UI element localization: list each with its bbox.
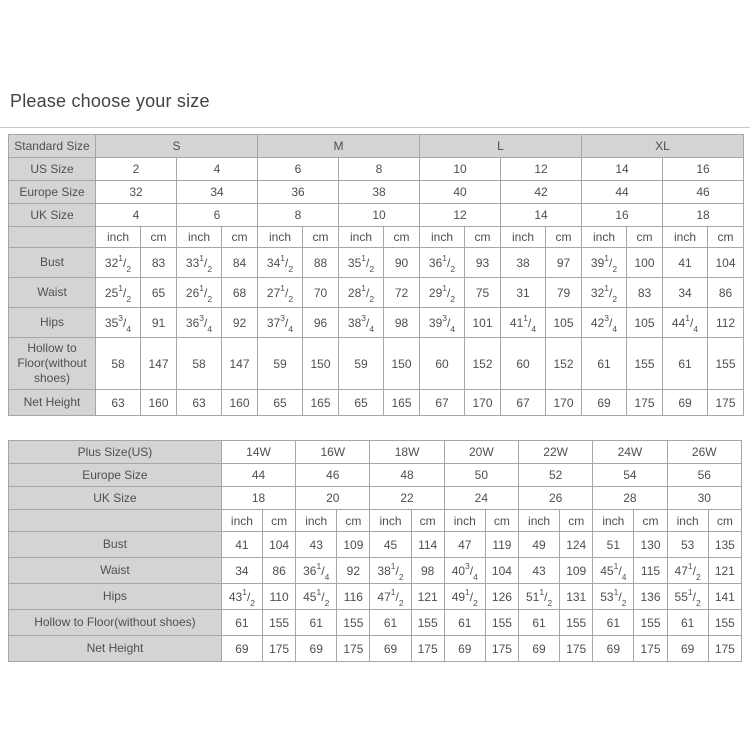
size-cell: 16 <box>582 204 663 227</box>
measurement-cell: $38^1/_2$ <box>370 558 411 584</box>
unit-cell: cm <box>708 510 741 532</box>
measurement-cell: 155 <box>560 610 593 636</box>
unit-cell: cm <box>141 227 177 248</box>
measurement-cell: 175 <box>708 636 741 662</box>
size-cell: 6 <box>177 204 258 227</box>
measurement-cell: 175 <box>634 636 667 662</box>
measurement-cell: 131 <box>560 584 593 610</box>
unit-cell: inch <box>370 510 411 532</box>
measurement-cell: 92 <box>222 308 258 338</box>
table-row <box>9 558 742 584</box>
unit-cell: cm <box>485 510 518 532</box>
measurement-cell: $39^1/_2$ <box>582 248 627 278</box>
unit-cell: cm <box>303 227 339 248</box>
measurement-cell: $38^3/_4$ <box>339 308 384 338</box>
size-cell: 54 <box>593 464 667 487</box>
measurement-cell: 147 <box>222 338 258 390</box>
measurement-cell: 155 <box>485 610 518 636</box>
size-cell: 24W <box>593 441 667 464</box>
measurement-cell: $47^1/_2$ <box>667 558 708 584</box>
size-cell: 18W <box>370 441 444 464</box>
measurement-cell: 69 <box>221 636 262 662</box>
size-cell: 8 <box>339 158 420 181</box>
unit-cell: cm <box>411 510 444 532</box>
measurement-cell: 101 <box>465 308 501 338</box>
unit-cell: inch <box>518 510 559 532</box>
row-label: Bust <box>9 532 222 558</box>
size-cell: 24 <box>444 487 518 510</box>
measurement-cell: 83 <box>141 248 177 278</box>
measurement-cell: 65 <box>258 390 303 416</box>
measurement-cell: 141 <box>708 584 741 610</box>
table-row <box>9 227 744 248</box>
measurement-cell: 175 <box>708 390 744 416</box>
measurement-cell: $32^1/_2$ <box>582 278 627 308</box>
measurement-cell: 49 <box>518 532 559 558</box>
size-cell: M <box>258 135 420 158</box>
size-cell: 38 <box>339 181 420 204</box>
table-row <box>9 204 744 227</box>
measurement-cell: $36^1/_4$ <box>296 558 337 584</box>
size-cell: 6 <box>258 158 339 181</box>
unit-cell: inch <box>663 227 708 248</box>
table-row <box>9 610 742 636</box>
unit-cell: cm <box>546 227 582 248</box>
row-label: Europe Size <box>9 181 96 204</box>
size-cell: 46 <box>663 181 744 204</box>
measurement-cell: 98 <box>384 308 420 338</box>
measurement-cell: $34^1/_2$ <box>258 248 303 278</box>
unit-cell: cm <box>222 227 258 248</box>
measurement-cell: 96 <box>303 308 339 338</box>
measurement-cell: 116 <box>337 584 370 610</box>
measurement-cell: 72 <box>384 278 420 308</box>
row-label: Waist <box>9 278 96 308</box>
table-row <box>9 441 742 464</box>
size-cell: L <box>420 135 582 158</box>
measurement-cell: 61 <box>444 610 485 636</box>
unit-cell: inch <box>420 227 465 248</box>
table-row <box>9 181 744 204</box>
measurement-cell: 45 <box>370 532 411 558</box>
table-row <box>9 158 744 181</box>
measurement-cell: 79 <box>546 278 582 308</box>
measurement-cell: 69 <box>370 636 411 662</box>
measurement-cell: 69 <box>667 636 708 662</box>
measurement-cell: $25^1/_2$ <box>96 278 141 308</box>
measurement-cell: $41^1/_4$ <box>501 308 546 338</box>
measurement-cell: 104 <box>263 532 296 558</box>
measurement-cell: 150 <box>303 338 339 390</box>
row-label: Net Height <box>9 636 222 662</box>
measurement-cell: 69 <box>518 636 559 662</box>
measurement-cell: 124 <box>560 532 593 558</box>
measurement-cell: 41 <box>663 248 708 278</box>
measurement-cell: 31 <box>501 278 546 308</box>
measurement-cell: 58 <box>177 338 222 390</box>
measurement-cell: 152 <box>465 338 501 390</box>
measurement-cell: $42^3/_4$ <box>582 308 627 338</box>
measurement-cell: 63 <box>96 390 141 416</box>
measurement-cell: 65 <box>339 390 384 416</box>
unit-cell: inch <box>177 227 222 248</box>
page-header <box>0 0 750 127</box>
unit-cell: cm <box>560 510 593 532</box>
measurement-cell: $35^1/_2$ <box>339 248 384 278</box>
size-cell: 16W <box>296 441 370 464</box>
size-cell: 52 <box>518 464 592 487</box>
table-row <box>9 248 744 278</box>
unit-cell: cm <box>634 510 667 532</box>
row-label: Europe Size <box>9 464 222 487</box>
measurement-cell: 61 <box>582 338 627 390</box>
measurement-cell: 84 <box>222 248 258 278</box>
size-cell: 16 <box>663 158 744 181</box>
measurement-cell: 105 <box>546 308 582 338</box>
measurement-cell: 34 <box>663 278 708 308</box>
measurement-cell: 43 <box>296 532 337 558</box>
size-chart-section <box>0 128 750 662</box>
unit-cell: cm <box>627 227 663 248</box>
measurement-cell: 61 <box>370 610 411 636</box>
size-cell: 56 <box>667 464 741 487</box>
measurement-cell: 83 <box>627 278 663 308</box>
measurement-cell: 38 <box>501 248 546 278</box>
measurement-cell: 59 <box>339 338 384 390</box>
row-label: Hips <box>9 584 222 610</box>
size-cell: 18 <box>221 487 295 510</box>
measurement-cell: 105 <box>627 308 663 338</box>
size-cell: 42 <box>501 181 582 204</box>
size-cell: 10 <box>420 158 501 181</box>
measurement-cell: 155 <box>337 610 370 636</box>
measurement-cell: 121 <box>411 584 444 610</box>
measurement-cell: $29^1/_2$ <box>420 278 465 308</box>
measurement-cell: 53 <box>667 532 708 558</box>
measurement-cell: $35^3/_4$ <box>96 308 141 338</box>
size-cell: 44 <box>221 464 295 487</box>
measurement-cell: 165 <box>384 390 420 416</box>
unit-cell: cm <box>465 227 501 248</box>
measurement-cell: 155 <box>708 610 741 636</box>
measurement-cell: 69 <box>593 636 634 662</box>
measurement-cell: 130 <box>634 532 667 558</box>
measurement-cell: 175 <box>627 390 663 416</box>
table-row <box>9 584 742 610</box>
size-cell: XL <box>582 135 744 158</box>
size-cell: 32 <box>96 181 177 204</box>
table-row <box>9 390 744 416</box>
size-cell: 44 <box>582 181 663 204</box>
measurement-cell: 88 <box>303 248 339 278</box>
row-label: Bust <box>9 248 96 278</box>
measurement-cell: $51^1/_2$ <box>518 584 559 610</box>
measurement-cell: $36^3/_4$ <box>177 308 222 338</box>
measurement-cell: 175 <box>411 636 444 662</box>
table-row <box>9 487 742 510</box>
row-label: Net Height <box>9 390 96 416</box>
measurement-cell: 63 <box>177 390 222 416</box>
measurement-cell: 69 <box>663 390 708 416</box>
measurement-cell: 155 <box>411 610 444 636</box>
size-cell: 28 <box>593 487 667 510</box>
standard-size-table <box>8 134 744 416</box>
measurement-cell: 61 <box>296 610 337 636</box>
measurement-cell: 155 <box>708 338 744 390</box>
measurement-cell: $28^1/_2$ <box>339 278 384 308</box>
measurement-cell: 90 <box>384 248 420 278</box>
measurement-cell: 59 <box>258 338 303 390</box>
measurement-cell: 41 <box>221 532 262 558</box>
table-row <box>9 278 744 308</box>
table-row <box>9 464 742 487</box>
table-row <box>9 135 744 158</box>
size-cell: 26 <box>518 487 592 510</box>
measurement-cell: 34 <box>221 558 262 584</box>
measurement-cell: 70 <box>303 278 339 308</box>
measurement-cell: 150 <box>384 338 420 390</box>
measurement-cell: $36^1/_2$ <box>420 248 465 278</box>
measurement-cell: 104 <box>485 558 518 584</box>
size-cell: 48 <box>370 464 444 487</box>
measurement-cell: 109 <box>560 558 593 584</box>
measurement-cell: 68 <box>222 278 258 308</box>
measurement-cell: $39^3/_4$ <box>420 308 465 338</box>
unit-cell: cm <box>384 227 420 248</box>
page-title: Please choose your size <box>10 91 210 111</box>
measurement-cell: 60 <box>420 338 465 390</box>
size-cell: 14W <box>221 441 295 464</box>
measurement-cell: $27^1/_2$ <box>258 278 303 308</box>
measurement-cell: 43 <box>518 558 559 584</box>
unit-cell: cm <box>263 510 296 532</box>
unit-cell: inch <box>501 227 546 248</box>
size-cell: 22W <box>518 441 592 464</box>
measurement-cell: $45^1/_2$ <box>296 584 337 610</box>
measurement-cell: 155 <box>634 610 667 636</box>
size-cell: S <box>96 135 258 158</box>
measurement-cell: 112 <box>708 308 744 338</box>
measurement-cell: $33^1/_2$ <box>177 248 222 278</box>
size-cell: 46 <box>296 464 370 487</box>
measurement-cell: 67 <box>501 390 546 416</box>
measurement-cell: 155 <box>263 610 296 636</box>
row-label: UK Size <box>9 204 96 227</box>
unit-cell: inch <box>296 510 337 532</box>
measurement-cell: 160 <box>222 390 258 416</box>
size-cell: 14 <box>582 158 663 181</box>
measurement-cell: 147 <box>141 338 177 390</box>
size-cell: 20 <box>296 487 370 510</box>
row-label <box>9 510 222 532</box>
measurement-cell: 61 <box>221 610 262 636</box>
measurement-cell: 110 <box>263 584 296 610</box>
measurement-cell: 51 <box>593 532 634 558</box>
size-cell: 36 <box>258 181 339 204</box>
size-cell: 12 <box>501 158 582 181</box>
measurement-cell: 175 <box>560 636 593 662</box>
measurement-cell: 170 <box>465 390 501 416</box>
measurement-cell: 121 <box>708 558 741 584</box>
measurement-cell: $44^1/_4$ <box>663 308 708 338</box>
measurement-cell: 69 <box>582 390 627 416</box>
size-cell: 2 <box>96 158 177 181</box>
measurement-cell: $53^1/_2$ <box>593 584 634 610</box>
measurement-cell: 160 <box>141 390 177 416</box>
measurement-cell: 126 <box>485 584 518 610</box>
measurement-cell: 175 <box>263 636 296 662</box>
measurement-cell: 155 <box>627 338 663 390</box>
size-cell: 50 <box>444 464 518 487</box>
measurement-cell: $55^1/_2$ <box>667 584 708 610</box>
row-label: Standard Size <box>9 135 96 158</box>
size-cell: 4 <box>177 158 258 181</box>
measurement-cell: $37^3/_4$ <box>258 308 303 338</box>
row-label: Hollow to Floor(without shoes) <box>9 338 96 390</box>
measurement-cell: 58 <box>96 338 141 390</box>
measurement-cell: 175 <box>485 636 518 662</box>
unit-cell: cm <box>337 510 370 532</box>
row-label: Hips <box>9 308 96 338</box>
size-cell: 26W <box>667 441 741 464</box>
measurement-cell: 135 <box>708 532 741 558</box>
measurement-cell: 114 <box>411 532 444 558</box>
measurement-cell: 61 <box>663 338 708 390</box>
measurement-cell: 75 <box>465 278 501 308</box>
unit-cell: inch <box>593 510 634 532</box>
measurement-cell: 115 <box>634 558 667 584</box>
row-label: Plus Size(US) <box>9 441 222 464</box>
measurement-cell: $49^1/_2$ <box>444 584 485 610</box>
size-cell: 20W <box>444 441 518 464</box>
measurement-cell: 86 <box>263 558 296 584</box>
row-label: Hollow to Floor(without shoes) <box>9 610 222 636</box>
measurement-cell: 98 <box>411 558 444 584</box>
measurement-cell: $45^1/_4$ <box>593 558 634 584</box>
measurement-cell: 109 <box>337 532 370 558</box>
unit-cell: inch <box>667 510 708 532</box>
measurement-cell: 119 <box>485 532 518 558</box>
measurement-cell: $40^3/_4$ <box>444 558 485 584</box>
size-cell: 34 <box>177 181 258 204</box>
unit-cell: inch <box>221 510 262 532</box>
measurement-cell: $47^1/_2$ <box>370 584 411 610</box>
unit-cell: inch <box>258 227 303 248</box>
row-label <box>9 227 96 248</box>
size-cell: 22 <box>370 487 444 510</box>
size-cell: 30 <box>667 487 741 510</box>
measurement-cell: 97 <box>546 248 582 278</box>
size-cell: 12 <box>420 204 501 227</box>
table-row <box>9 636 742 662</box>
row-label: US Size <box>9 158 96 181</box>
measurement-cell: 67 <box>420 390 465 416</box>
measurement-cell: 61 <box>518 610 559 636</box>
measurement-cell: 136 <box>634 584 667 610</box>
table-row <box>9 338 744 390</box>
size-cell: 18 <box>663 204 744 227</box>
measurement-cell: 69 <box>444 636 485 662</box>
table-row <box>9 510 742 532</box>
measurement-cell: 100 <box>627 248 663 278</box>
measurement-cell: 165 <box>303 390 339 416</box>
measurement-cell: 152 <box>546 338 582 390</box>
measurement-cell: 86 <box>708 278 744 308</box>
row-label: UK Size <box>9 487 222 510</box>
measurement-cell: 93 <box>465 248 501 278</box>
table-row <box>9 532 742 558</box>
unit-cell: cm <box>708 227 744 248</box>
measurement-cell: 92 <box>337 558 370 584</box>
unit-cell: inch <box>582 227 627 248</box>
measurement-cell: 61 <box>593 610 634 636</box>
table-row <box>9 308 744 338</box>
measurement-cell: 175 <box>337 636 370 662</box>
measurement-cell: 170 <box>546 390 582 416</box>
unit-cell: inch <box>444 510 485 532</box>
size-cell: 4 <box>96 204 177 227</box>
measurement-cell: 61 <box>667 610 708 636</box>
measurement-cell: 69 <box>296 636 337 662</box>
size-cell: 8 <box>258 204 339 227</box>
measurement-cell: $32^1/_2$ <box>96 248 141 278</box>
measurement-cell: 91 <box>141 308 177 338</box>
measurement-cell: 65 <box>141 278 177 308</box>
measurement-cell: $43^1/_2$ <box>221 584 262 610</box>
unit-cell: inch <box>339 227 384 248</box>
measurement-cell: 47 <box>444 532 485 558</box>
size-cell: 14 <box>501 204 582 227</box>
measurement-cell: $26^1/_2$ <box>177 278 222 308</box>
unit-cell: inch <box>96 227 141 248</box>
row-label: Waist <box>9 558 222 584</box>
measurement-cell: 60 <box>501 338 546 390</box>
measurement-cell: 104 <box>708 248 744 278</box>
size-cell: 40 <box>420 181 501 204</box>
plus-size-table <box>8 440 742 662</box>
size-cell: 10 <box>339 204 420 227</box>
